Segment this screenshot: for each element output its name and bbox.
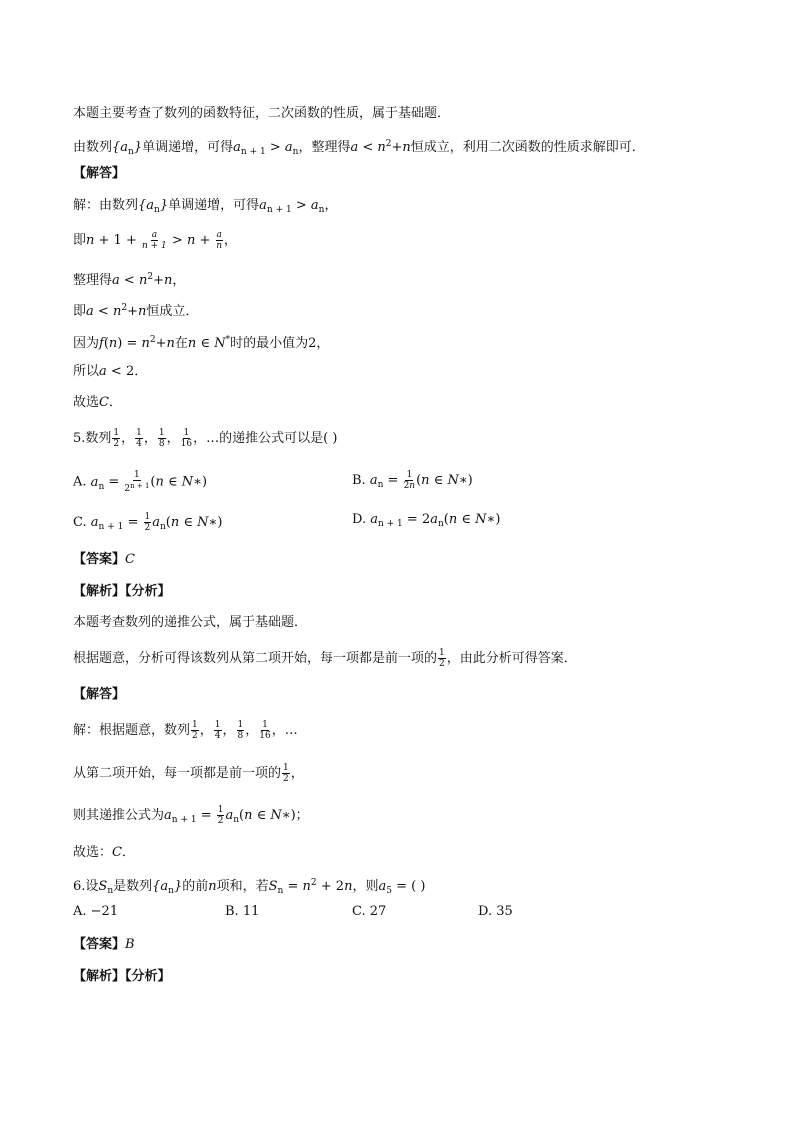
text-line-approach: 由数列$\{a_n\}$单调递增，可得$a_{n + 1} > a_n$，整理得$a < n^2+n$恒成立，利用二次函数的性质求解即可． <box>73 139 645 157</box>
q6-option-b: B. 11 <box>225 904 260 919</box>
text-line-choice: 故选C． <box>73 395 122 410</box>
text-line-q5-solution-2: 从第二项开始，每一项都是前一项的 $\frac{1}{2}$ ， <box>73 763 304 784</box>
analysis-label-5: 【解析】【分析】 <box>73 584 171 599</box>
text-line-solution-5: 因为$f(n) = n^2+n$在n ∈ N*时的最小值为2， <box>73 335 330 351</box>
text-line-q5-summary: 本题考查数列的递推公式，属于基础题． <box>73 615 308 630</box>
answer-5: 【答案】C <box>73 552 135 567</box>
text-line-q5-solution-3: 则其递推公式为$a_{n + 1}$ = $\frac{1}{2}$ $a_n(n$ ∈ N∗)； <box>73 805 309 826</box>
text-line-solution-4: 即$a < n^2+n$恒成立． <box>73 303 199 319</box>
q6-option-a: A. −21 <box>73 904 119 919</box>
text-line-solution-3: 整理得$a < n^2+n$， <box>73 272 186 288</box>
text-line-solution-1: 解：由数列$\{a_n\}$单调递增，可得$a_{n + 1} > a_n$， <box>73 198 338 215</box>
text-line-solution-2: 即n + 1 + $\frac{a}{n + 1}$ > n + $\frac{a}{n}$ ， <box>73 230 237 251</box>
text-line-summary: 本题主要考查了数列的函数特征，二次函数的性质，属于基础题． <box>73 106 451 121</box>
question-5: 5.数列 $\frac{1}{2}$ ， $\frac{1}{4}$ ， $\frac{1}{8}$ ， $\frac{1}{16}$ ，…的递推公式可以是( ) <box>73 428 338 449</box>
question-6: 6.设$S_n$是数列$\{a_n\}$的前n项和，若$S_n = n^2 + 2n$，则$a_5$ = ( ) <box>73 878 426 896</box>
text-line-q5-solution-1: 解：根据题意，数列 $\frac{1}{2}$ ， $\frac{1}{4}$ ， $\frac{1}{8}$ ， $\frac{1}{16}$ ，… <box>73 720 298 741</box>
text-line-q5-approach: 根据题意，分析可得该数列从第二项开始，每一项都是前一项的 $\frac{1}{2}$ ，由此分析可得答案． <box>73 648 577 669</box>
q6-option-d: D. 35 <box>478 904 513 919</box>
option-b: B. $a_n$ = $\frac{1}{2n}$ (n ∈ N∗) <box>352 470 473 491</box>
text-line-q5-choice: 故选：C． <box>73 845 135 860</box>
section-answer-label-5: 【解答】 <box>73 687 126 702</box>
analysis-label-6: 【解析】【分析】 <box>73 969 171 984</box>
section-answer-label: 【解答】 <box>73 166 126 181</box>
option-c: C. $a_{n + 1}$ = $\frac{1}{2}$ $a_n(n$ ∈ N∗) <box>73 512 223 533</box>
answer-6: 【答案】B <box>73 937 135 952</box>
option-d: D. $a_{n + 1} = 2a_n(n$ ∈ N∗) <box>352 512 501 529</box>
q6-option-c: C. 27 <box>352 904 387 919</box>
text-line-solution-6: 所以a < 2． <box>73 364 148 379</box>
option-a: A. $a_n$ = $\frac{1}{2^{n + 1}}$ (n ∈ N∗) <box>73 470 208 494</box>
